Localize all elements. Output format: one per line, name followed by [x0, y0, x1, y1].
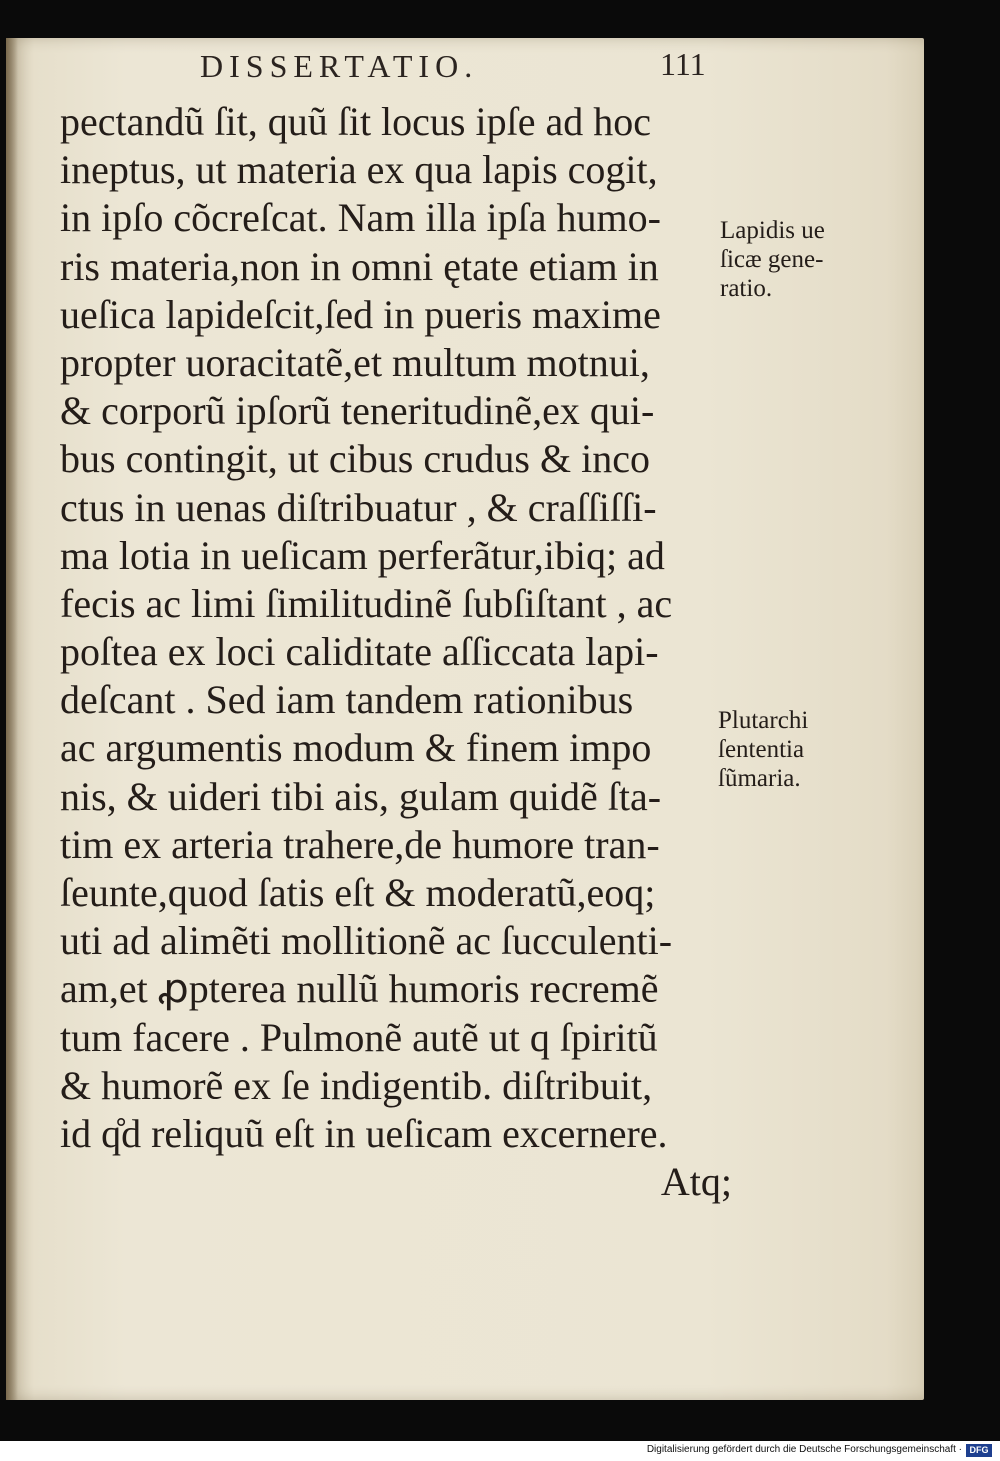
text-line: ris materia,non in omni ętate etiam in	[60, 243, 659, 289]
text-line: id q̊d reliquũ eſt in ueſicam excernere.	[60, 1110, 668, 1156]
margin-note-lapidis	[720, 216, 825, 303]
text-line: tim ex arteria trahere,de humore tran-	[60, 821, 660, 867]
text-line: ſeunte,quod ſatis eſt & moderatũ,eoq;	[60, 870, 656, 915]
text-line: pectandũ ſit, quũ ſit locus ipſe ad hoc	[60, 99, 651, 144]
text-line: ma lotia in ueſicam perferãtur,ibiq; ad	[60, 532, 665, 578]
text-line: am,et ꝓpterea nullũ humoris recremẽ	[60, 966, 659, 1012]
text-line: tum facere . Pulmonẽ autẽ ut q ſpiritũ	[60, 1014, 658, 1060]
text-line: uti ad alimẽti mollitionẽ ac ſucculenti-	[60, 918, 673, 964]
text-line: ac argumentis modum & finem impo	[60, 725, 652, 771]
body-text	[60, 98, 740, 1206]
margin-note-line: Lapidis ue	[720, 217, 825, 244]
margin-note-line: ratio.	[720, 275, 773, 302]
text-line: deſcant . Sed iam tandem rationibus	[60, 677, 634, 723]
dfg-logo: DFG	[966, 1444, 992, 1457]
text-line: ueſica lapideſcit,ſed in pueris maxime	[60, 291, 661, 337]
text-line: & corporũ ipſorũ teneritudinẽ,ex qui-	[60, 388, 655, 434]
text-line: fecis ac limi ſimilitudinẽ ſubſiſtant , ac	[60, 580, 673, 626]
margin-note-line: ſicæ gene-	[720, 246, 824, 273]
text-line: bus contingit, ut cibus crudus & inco	[60, 436, 650, 482]
text-line: nis, & uideri tibi ais, gulam quidẽ ſta-	[60, 773, 662, 819]
catchword: Atq;	[660, 1159, 732, 1205]
footer-bar	[0, 1441, 1000, 1461]
text-line: ineptus, ut materia ex qua lapis cogit,	[60, 147, 658, 193]
text-line: in ipſo cõcreſcat. Nam illa ipſa humo-	[60, 195, 661, 241]
margin-note-line: ſententia	[718, 736, 805, 763]
margin-note-plutarchi	[718, 706, 808, 793]
text-line: & humorẽ ex ſe indigentib. diſtribuit,	[60, 1062, 653, 1108]
text-line: ctus in uenas diſtribuatur , & craſſiſſi-	[60, 484, 657, 530]
page-gutter-shadow	[6, 38, 18, 1400]
folio-number: 111	[660, 46, 706, 82]
margin-note-line: ſũmaria.	[718, 765, 801, 792]
text-line: poſtea ex loci caliditate aſſiccata lapi-	[60, 629, 659, 675]
funding-credit: Digitalisierung gefördert durch die Deutsche Forschungsgemeinschaft ·	[646, 1444, 962, 1455]
running-head: DISSERTATIO.	[200, 48, 479, 84]
text-line: propter uoracitatẽ,et multum motnui,	[60, 339, 650, 385]
margin-note-line: Plutarchi	[718, 707, 809, 734]
